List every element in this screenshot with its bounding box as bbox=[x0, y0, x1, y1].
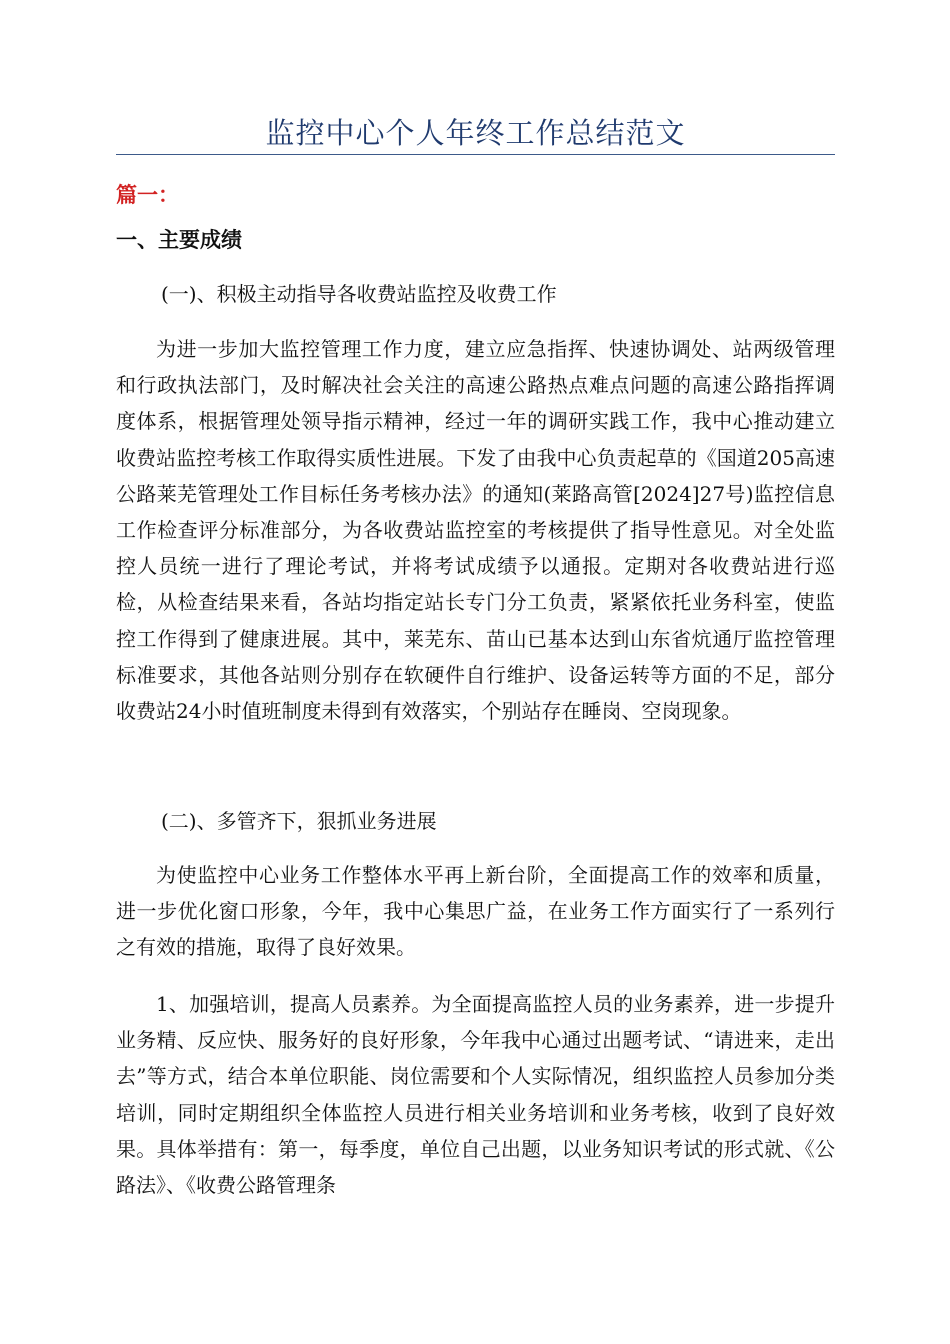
body-paragraph-2: 为使监控中心业务工作整体水平再上新台阶，全面提高工作的效率和质量，进一步优化窗口形象，今年，我中心集思广益，在业务工作方面实行了一系列行之有效的措施，取得了良好效果。 bbox=[116, 863, 835, 960]
part-label: 篇一： bbox=[116, 183, 179, 207]
subsection-heading-2: (二)、多管齐下，狠抓业务进展 bbox=[161, 809, 437, 833]
subsection-heading-1: (一)、积极主动指导各收费站监控及收费工作 bbox=[161, 282, 557, 306]
title-underline bbox=[116, 154, 835, 155]
body-paragraph-1: 为进一步加大监控管理工作力度，建立应急指挥、快速协调处、站两级管理和行政执法部门，及时解决社会关注的高速公路热点难点问题的高速公路指挥调度体系，根据管理处领导指示精神，经过一年的调研实践工作，我中心推动建立收费站监控考核工作取得实质性进展。下发了由我中心负责起草的《国道205高速公路莱芜管理处工作目标任务考核办法》的通知(莱路高管[2024]27号)监控信息工作检查评分标准部分，为各收费站监控室的考核提供了指导性意见。对全处监控人员统一进行了理论考试，并将考试成绩予以通报。定期对各收费站进行巡检，从检查结果来看，各站均指定站长专门分工负责，紧紧依托业务科室，使监控工作得到了健康进展。其中，莱芜东、苗山已基本达到山东省炕通厅监控管理标准要求，其他各站则分别存在软硬件自行维护、设备运转等方面的不足，部分收费站24小时值班制度未得到有效落实，个别站存在睡岗、空岗现象。 bbox=[116, 337, 835, 724]
document-title: 监控中心个人年终工作总结范文 bbox=[265, 116, 686, 150]
section-heading: 一、主要成绩 bbox=[116, 228, 242, 252]
body-paragraph-3: 1、加强培训，提高人员素养。为全面提高监控人员的业务素养，进一步提升业务精、反应快、服务好的良好形象，今年我中心通过出题考试、“请进来，走出去”等方式，结合本单位职能、岗位需要和个人实际情况，组织监控人员参加分类培训，同时定期组织全体监控人员进行相关业务培训和业务考核，收到了良好效果。具体举措有：第一，每季度，单位自己出题，以业务知识考试的形式就、《公路法》、《收费公路管理条 bbox=[116, 992, 835, 1198]
